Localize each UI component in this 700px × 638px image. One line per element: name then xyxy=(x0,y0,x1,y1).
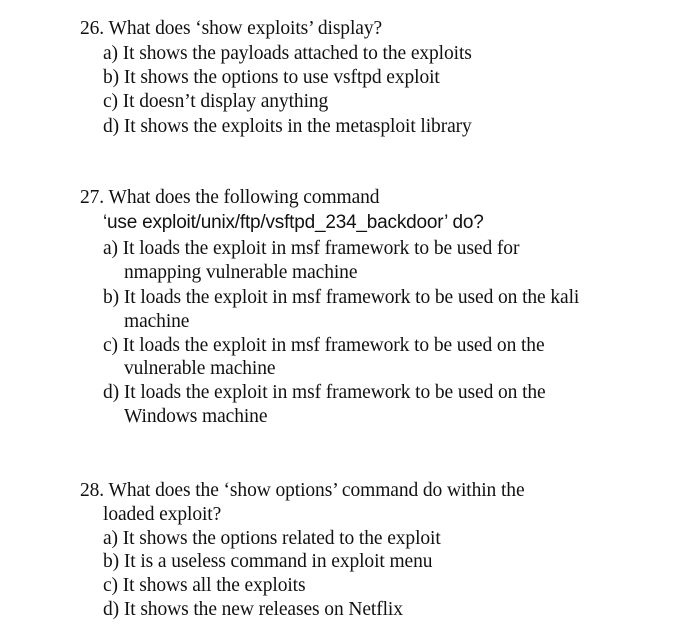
option-text: It shows the new releases on Netflix xyxy=(123,599,403,620)
question-number: 28. xyxy=(80,480,105,501)
option-label: d) xyxy=(103,382,120,403)
option-label: b) xyxy=(103,551,120,572)
option-label: c) xyxy=(103,575,118,596)
option-label: d) xyxy=(103,599,120,620)
option-d xyxy=(103,598,403,622)
option-label: b) xyxy=(103,287,120,308)
option-a-continuation: nmapping vulnerable machine xyxy=(124,262,358,283)
option-label: c) xyxy=(103,91,118,112)
option-a xyxy=(103,237,519,261)
question-27-stem xyxy=(80,186,379,210)
question-number: 26. xyxy=(80,18,105,39)
option-text: It shows the options related to the exploit xyxy=(122,528,441,549)
option-label: a) xyxy=(103,43,118,64)
question-text: What does ‘show exploits’ display? xyxy=(108,18,383,39)
option-text: It loads the exploit in msf framework to be used on the kali xyxy=(123,287,580,308)
option-d xyxy=(103,115,472,139)
option-b xyxy=(103,66,440,90)
option-text: It shows the payloads attached to the exploits xyxy=(122,43,472,64)
option-a xyxy=(103,527,441,551)
option-text: It is a useless command in exploit menu xyxy=(123,551,433,572)
question-27-command: ‘use exploit/unix/ftp/vsftpd_234_backdoor’ do? xyxy=(103,212,484,233)
option-text: It loads the exploit in msf framework to be used for xyxy=(122,238,520,259)
option-text: It shows the exploits in the metasploit library xyxy=(123,116,472,137)
option-label: b) xyxy=(103,67,120,88)
option-c xyxy=(103,334,545,358)
option-label: a) xyxy=(103,528,118,549)
question-number: 27. xyxy=(80,187,105,208)
option-text: It loads the exploit in msf framework to be used on the xyxy=(122,335,545,356)
option-b-continuation: machine xyxy=(124,311,190,332)
option-c xyxy=(103,90,328,114)
option-d xyxy=(103,381,546,405)
question-text: What does the ‘show options’ command do within the xyxy=(108,480,525,501)
option-label: d) xyxy=(103,116,120,137)
option-a xyxy=(103,42,472,66)
option-label: c) xyxy=(103,335,118,356)
option-d-continuation: Windows machine xyxy=(124,406,268,427)
option-text: It shows the options to use vsftpd exploit xyxy=(123,67,440,88)
option-b xyxy=(103,286,579,310)
option-text: It shows all the exploits xyxy=(122,575,306,596)
question-28-stem-continuation: loaded exploit? xyxy=(103,504,222,525)
option-label: a) xyxy=(103,238,118,259)
question-text: What does the following command xyxy=(108,187,380,208)
option-text: It loads the exploit in msf framework to be used on the xyxy=(123,382,546,403)
option-c-continuation: vulnerable machine xyxy=(124,358,276,379)
option-c xyxy=(103,574,305,598)
question-26-stem xyxy=(80,17,382,41)
option-text: It doesn’t display anything xyxy=(122,91,329,112)
option-b xyxy=(103,550,432,574)
question-28-stem xyxy=(80,479,525,503)
